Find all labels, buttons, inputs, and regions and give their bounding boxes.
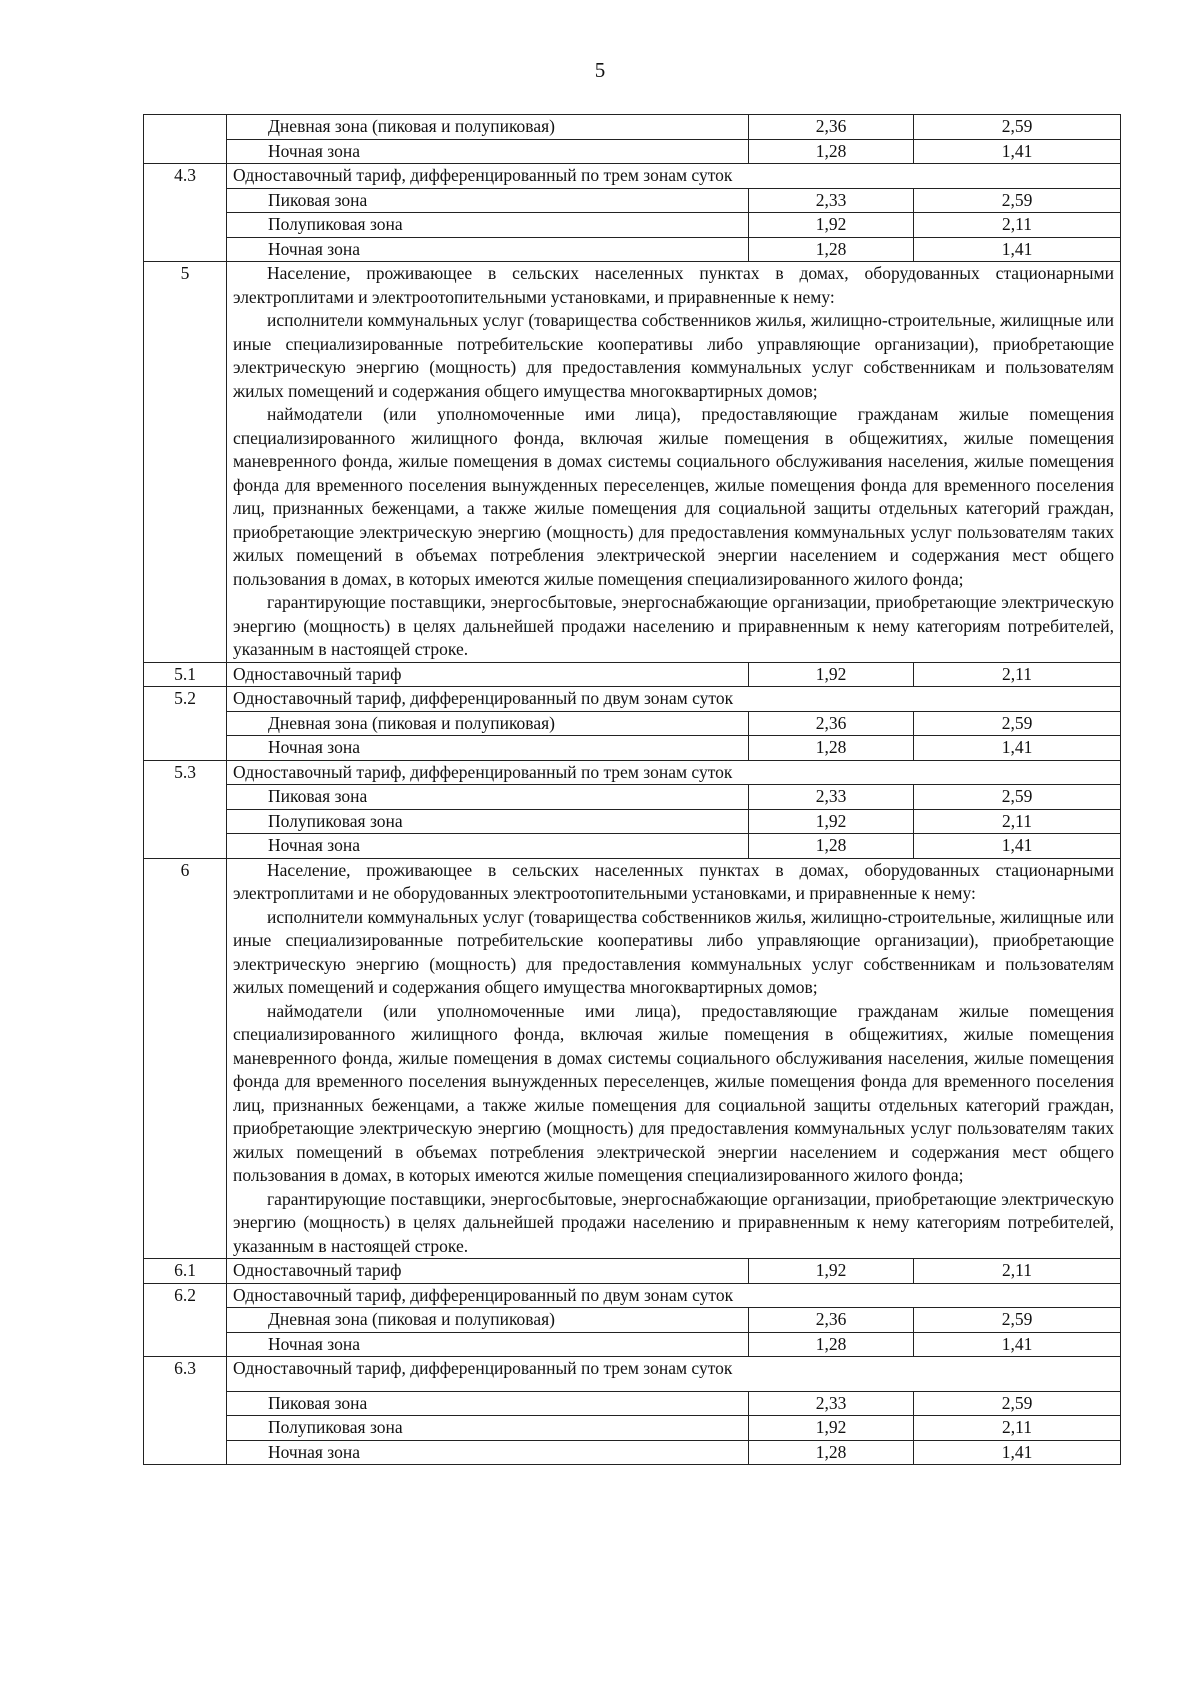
tariff-type-heading: Одноставочный тариф, дифференцированный по трем зонам суток xyxy=(227,760,1121,785)
zone-name: Пиковая зона xyxy=(227,1391,749,1416)
row-number: 6.1 xyxy=(144,1259,227,1284)
tariff-value-1: 1,28 xyxy=(749,1440,914,1465)
row-number: 6.2 xyxy=(144,1283,227,1357)
tariff-value-2: 1,41 xyxy=(914,1332,1121,1357)
tariff-value-2: 2,59 xyxy=(914,1308,1121,1333)
tariff-table-body xyxy=(144,115,1121,1465)
row-number xyxy=(144,115,227,164)
row-number: 6 xyxy=(144,858,227,1259)
zone-name: Полупиковая зона xyxy=(227,213,749,238)
table-row xyxy=(144,188,1121,213)
tariff-value-1: 2,33 xyxy=(749,188,914,213)
table-row xyxy=(144,1332,1121,1357)
tariff-type-heading: Одноставочный тариф, дифференцированный по трем зонам суток xyxy=(227,1357,1121,1392)
description-paragraph: наймодатели (или уполномоченные ими лица), предоставляющие гражданам жилые помещения специализированного жилищного фонда, включая жилые помещения в общежитиях, жилые помещения маневренного фонда, жилые помещения в домах системы социального обслуживания населения, жилые помещения фонда для временного поселения вынужденных переселенцев, жилые помещения фонда для временного поселения лиц, признанных беженцами, а также жилые помещения для социальной защиты отдельных категорий граждан, приобретающие электрическую энергию (мощность) для предоставления коммунальных услуг пользователям таких жилых помещений в объемах потребления электрической энергии населением и содержания мест общего пользования в домах, в которых имеются жилые помещения специализированного жилого фонда; xyxy=(233,404,1114,589)
description-paragraph: Население, проживающее в сельских населенных пунктах в домах, оборудованных стационарными электроплитами и не оборудованных электроотопительными установками, и приравненные к нему: xyxy=(233,859,1114,903)
tariff-value-1: 1,92 xyxy=(749,1259,914,1284)
tariff-value-1: 2,33 xyxy=(749,1391,914,1416)
zone-name: Дневная зона (пиковая и полупиковая) xyxy=(227,115,749,140)
table-row xyxy=(144,1259,1121,1284)
tariff-value-2: 2,59 xyxy=(914,188,1121,213)
description-paragraph: исполнители коммунальных услуг (товарищества собственников жилья, жилищно-строительные, жилищные или иные специализированные потребительские кооперативы либо управляющие организации), приобретающие электрическую энергию (мощность) для предоставления коммунальных услуг собственникам и пользователям жилых помещений и содержания общего имущества многоквартирных домов; xyxy=(233,310,1114,401)
category-description xyxy=(227,262,1121,663)
tariff-value-2: 2,59 xyxy=(914,785,1121,810)
tariff-value-2: 2,11 xyxy=(914,662,1121,687)
table-row xyxy=(144,785,1121,810)
tariff-value-2: 2,59 xyxy=(914,1391,1121,1416)
table-row xyxy=(144,1416,1121,1441)
row-number: 5.1 xyxy=(144,662,227,687)
table-row xyxy=(144,834,1121,859)
tariff-value-2: 1,41 xyxy=(914,139,1121,164)
tariff-value-2: 2,11 xyxy=(914,213,1121,238)
table-row xyxy=(144,139,1121,164)
page-number: 5 xyxy=(594,58,606,82)
description-paragraph: наймодатели (или уполномоченные ими лица), предоставляющие гражданам жилые помещения специализированного жилищного фонда, включая жилые помещения в общежитиях, жилые помещения маневренного фонда, жилые помещения в домах системы социального обслуживания населения, жилые помещения фонда для временного поселения вынужденных переселенцев, жилые помещения фонда для временного поселения лиц, признанных беженцами, а также жилые помещения для социальной защиты отдельных категорий граждан, приобретающие электрическую энергию (мощность) для предоставления коммунальных услуг пользователям таких жилых помещений в объемах потребления электрической энергии населением и содержания мест общего пользования в домах, в которых имеются жилые помещения специализированного жилого фонда; xyxy=(233,1000,1114,1185)
zone-name: Ночная зона xyxy=(227,736,749,761)
tariff-type-heading: Одноставочный тариф, дифференцированный по двум зонам суток xyxy=(227,687,1121,712)
tariff-value-1: 2,36 xyxy=(749,711,914,736)
table-row xyxy=(144,164,1121,189)
description-paragraph: гарантирующие поставщики, энергосбытовые, энергоснабжающие организации, приобретающие электрическую энергию (мощность) в целях дальнейшей продажи населению и приравненным к нему категориям потребителей, указанным в настоящей строке. xyxy=(233,592,1114,659)
tariff-value-1: 1,28 xyxy=(749,834,914,859)
tariff-value-1: 1,28 xyxy=(749,1332,914,1357)
table-row xyxy=(144,711,1121,736)
tariff-value-1: 2,36 xyxy=(749,115,914,140)
row-number: 5.2 xyxy=(144,687,227,761)
tariff-value-1: 1,92 xyxy=(749,1416,914,1441)
tariff-value-2: 1,41 xyxy=(914,237,1121,262)
tariff-table xyxy=(143,114,1121,1465)
zone-name: Дневная зона (пиковая и полупиковая) xyxy=(227,711,749,736)
table-row xyxy=(144,237,1121,262)
tariff-value-2: 2,11 xyxy=(914,1259,1121,1284)
zone-name: Полупиковая зона xyxy=(227,809,749,834)
row-number: 4.3 xyxy=(144,164,227,262)
tariff-value-1: 1,92 xyxy=(749,213,914,238)
tariff-value-1: 1,28 xyxy=(749,139,914,164)
description-paragraph: гарантирующие поставщики, энергосбытовые, энергоснабжающие организации, приобретающие электрическую энергию (мощность) в целях дальнейшей продажи населению и приравненным к нему категориям потребителей, указанным в настоящей строке. xyxy=(233,1188,1114,1256)
table-row xyxy=(144,858,1121,1259)
zone-name: Ночная зона xyxy=(227,1440,749,1465)
tariff-name: Одноставочный тариф xyxy=(227,662,749,687)
table-row xyxy=(144,262,1121,663)
tariff-value-1: 1,92 xyxy=(749,662,914,687)
table-row xyxy=(144,760,1121,785)
row-number: 6.3 xyxy=(144,1357,227,1465)
description-paragraph: исполнители коммунальных услуг (товарищества собственников жилья, жилищно-строительные, жилищные или иные специализированные потребительские кооперативы либо управляющие организации), приобретающие электрическую энергию (мощность) для предоставления коммунальных услуг собственникам и пользователям жилых помещений и содержания общего имущества многоквартирных домов; xyxy=(233,906,1114,997)
tariff-value-2: 1,41 xyxy=(914,1440,1121,1465)
tariff-value-2: 2,11 xyxy=(914,809,1121,834)
table-row xyxy=(144,809,1121,834)
tariff-value-1: 2,33 xyxy=(749,785,914,810)
table-row xyxy=(144,213,1121,238)
zone-name: Ночная зона xyxy=(227,834,749,859)
zone-name: Полупиковая зона xyxy=(227,1416,749,1441)
zone-name: Ночная зона xyxy=(227,237,749,262)
tariff-value-2: 2,59 xyxy=(914,115,1121,140)
zone-name: Пиковая зона xyxy=(227,188,749,213)
zone-name: Пиковая зона xyxy=(227,785,749,810)
tariff-name: Одноставочный тариф xyxy=(227,1259,749,1284)
tariff-value-1: 2,36 xyxy=(749,1308,914,1333)
tariff-value-2: 2,11 xyxy=(914,1416,1121,1441)
tariff-value-2: 1,41 xyxy=(914,736,1121,761)
table-row xyxy=(144,1308,1121,1333)
tariff-type-heading: Одноставочный тариф, дифференцированный по двум зонам суток xyxy=(227,1283,1121,1308)
zone-name: Ночная зона xyxy=(227,139,749,164)
table-row xyxy=(144,1357,1121,1392)
table-row xyxy=(144,1440,1121,1465)
tariff-value-2: 2,59 xyxy=(914,711,1121,736)
tariff-value-1: 1,92 xyxy=(749,809,914,834)
table-row xyxy=(144,687,1121,712)
tariff-value-1: 1,28 xyxy=(749,736,914,761)
zone-name: Ночная зона xyxy=(227,1332,749,1357)
tariff-value-1: 1,28 xyxy=(749,237,914,262)
tariff-value-2: 1,41 xyxy=(914,834,1121,859)
tariff-type-heading: Одноставочный тариф, дифференцированный по трем зонам суток xyxy=(227,164,1121,189)
table-row xyxy=(144,115,1121,140)
table-row xyxy=(144,662,1121,687)
category-description xyxy=(227,858,1121,1259)
table-row xyxy=(144,1391,1121,1416)
description-paragraph: Население, проживающее в сельских населенных пунктах в домах, оборудованных стационарными электроплитами и электроотопительными установками, и приравненные к нему: xyxy=(233,263,1114,307)
table-row xyxy=(144,736,1121,761)
table-row xyxy=(144,1283,1121,1308)
row-number: 5.3 xyxy=(144,760,227,858)
row-number: 5 xyxy=(144,262,227,663)
zone-name: Дневная зона (пиковая и полупиковая) xyxy=(227,1308,749,1333)
